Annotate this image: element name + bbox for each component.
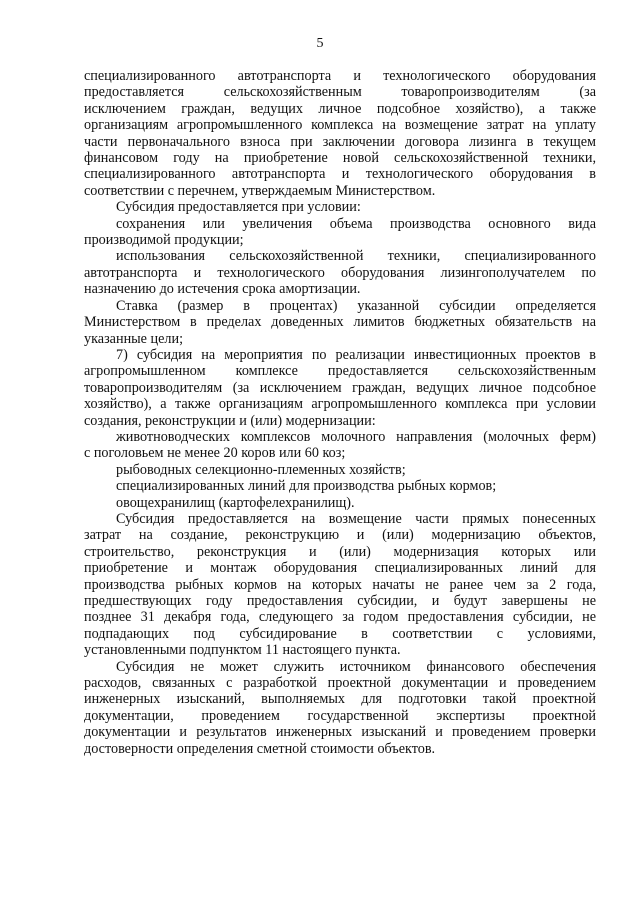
text-line: рыбоводных селекционно-племенных хозяйств; [116,461,406,478]
text-line: с поголовьем не менее 20 коров или 60 коз; [84,445,346,462]
text-line: затрат на создание, реконструкцию и (или) модернизацию объектов, [84,527,596,544]
text-line: предоставляется сельскохозяйственным товаропроизводителям (за [84,84,596,101]
text-line: хозяйство), а также организациям агропромышленного комплекса при условии [84,396,596,413]
text-line: предшествующих году предоставления субсидии, и будут завершены не [84,593,596,609]
text-line: использования сельскохозяйственной техники, специализированного [116,248,596,265]
text-line: финансовом году на приобретение новой сельскохозяйственной техники, [84,150,596,167]
text-line: организациям агропромышленного комплекса на возмещение затрат на уплату [84,117,596,134]
text-line: Субсидия предоставляется на возмещение части прямых понесенных [116,510,596,527]
text-line: Ставка (размер в процентах) указанной субсидии определяется [116,297,596,314]
body-text [84,68,596,757]
text-line: товаропроизводителям (за исключением граждан, ведущих личное подсобное [84,379,596,396]
text-line: специализированного автотранспорта и технологического оборудования в [84,166,596,183]
text-line: исключением граждан, ведущих личное подсобное хозяйство), а также [84,100,596,117]
text-line: Субсидия не может служить источником финансового обеспечения [116,658,596,675]
text-line: инженерных изысканий, выполняемых для подготовки такой проектной [84,691,596,708]
text-line: автотранспорта и технологического оборудования лизингополучателем по [84,264,596,281]
text-line: указанные цели; [84,330,184,347]
text-line: соответствии с перечнем, утверждаемым Министерством. [84,182,436,199]
text-line: создания, реконструкции и (или) модернизации: [84,412,376,429]
text-line: производства рыбных кормов на которых начаты не ранее чем за 2 года, [84,576,596,593]
text-line: специализированных линий для производства рыбных кормов; [116,478,497,495]
text-line: части первоначального взноса при заключении договора лизинга в текущем [84,133,596,150]
text-line: установленными подпунктом 11 настоящего пункта. [84,642,401,659]
text-line: строительство, реконструкция и (или) модернизация которых или [84,543,596,560]
text-line: агропромышленном комплексе предоставляется сельскохозяйственным [84,363,596,380]
text-line: сохранения или увеличения объема производства основного вида [116,215,596,232]
text-line: подпадающих под субсидирование в соответствии с условиями, [84,625,596,642]
text-line: назначению до истечения срока амортизации. [84,281,361,298]
text-line: документации и результатов инженерных изысканий и проведением проверки [84,724,596,741]
page-number: 5 [316,36,324,51]
text-line: приобретение и монтаж оборудования специализированных линий для [84,560,596,577]
text-line: овощехранилищ (картофелехранилищ). [116,494,355,511]
text-line: Министерством в пределах доведенных лимитов бюджетных обязательств на [84,314,596,331]
text-line: позднее 31 декабря года, следующего за годом предоставления субсидии, не [84,609,596,626]
text-line: документации, проведением государственной экспертизы проектной [84,707,596,724]
text-line: достоверности определения сметной стоимости объектов. [84,740,436,757]
text-line: животноводческих комплексов молочного направления (молочных ферм) [116,428,596,445]
text-line: Субсидия предоставляется при условии: [116,199,361,216]
text-line: специализированного автотранспорта и технологического оборудования [84,68,596,84]
text-line: производимой продукции; [84,232,244,249]
text-line: 7) субсидия на мероприятия по реализации инвестиционных проектов в [116,346,596,363]
text-line: расходов, связанных с разработкой проектной документации и проведением [84,675,596,692]
